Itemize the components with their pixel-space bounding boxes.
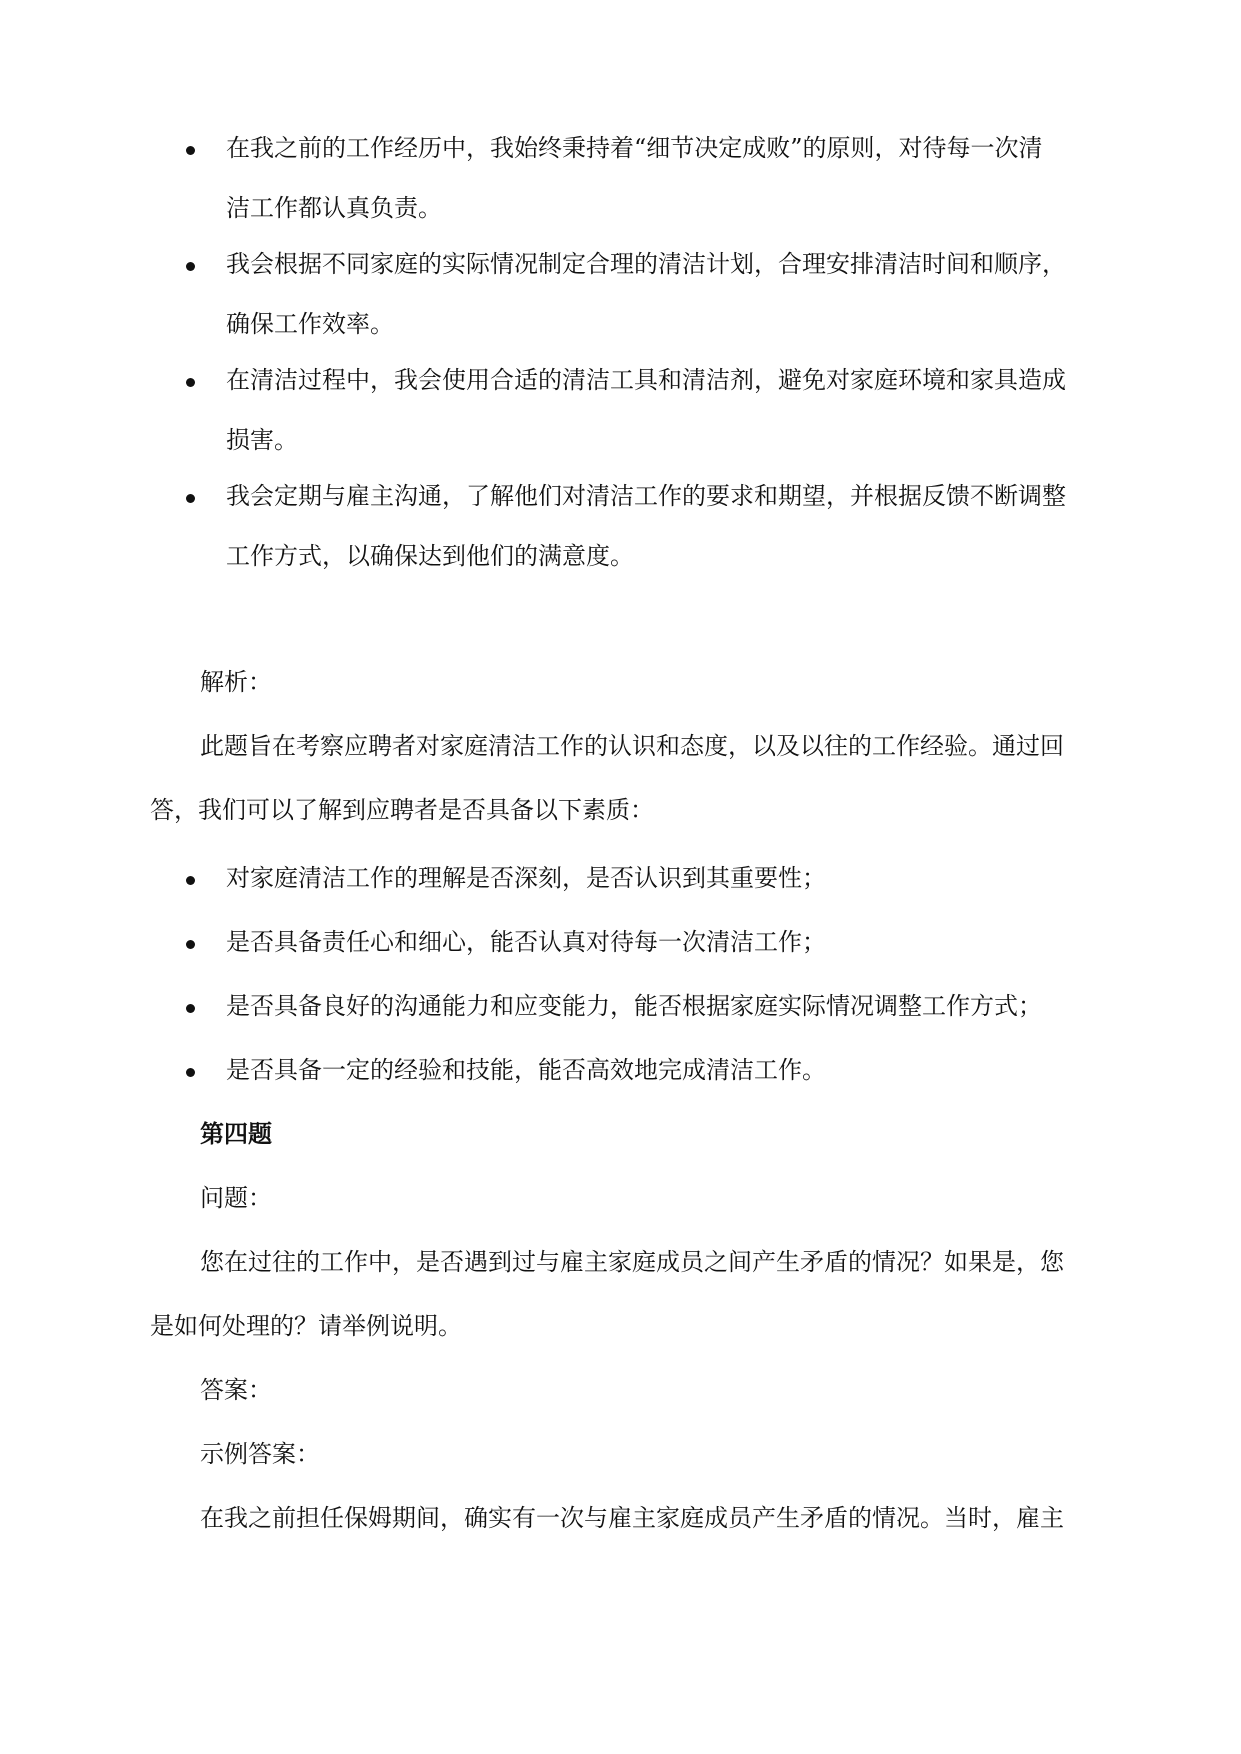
- bullet-icon: [186, 494, 195, 503]
- bullet-icon: [186, 940, 195, 949]
- question-text-line-2: 是如何处理的？请举例说明。: [150, 1312, 462, 1340]
- bullet-line-1: 在我之前的工作经历中，我始终秉持着“细节决定成败”的原则，对待每一次清: [226, 134, 1043, 162]
- question-label: 问题：: [200, 1184, 272, 1212]
- bullet-icon: [186, 1004, 195, 1013]
- bullet-icon: [186, 378, 195, 387]
- sample-answer-label: 示例答案：: [200, 1440, 320, 1468]
- analysis-text-line-1: 此题旨在考察应聘者对家庭清洁工作的认识和态度，以及以往的工作经验。通过回: [200, 732, 1064, 760]
- bullet-icon: [186, 876, 195, 885]
- bullet-line-2: 确保工作效率。: [226, 310, 394, 338]
- bullet-icon: [186, 262, 195, 271]
- section-title: 第四题: [200, 1119, 272, 1148]
- question-text-line-1: 您在过往的工作中，是否遇到过与雇主家庭成员之间产生矛盾的情况？如果是，您: [200, 1248, 1064, 1276]
- bullet-line: 是否具备责任心和细心，能否认真对待每一次清洁工作；: [226, 928, 826, 956]
- analysis-text-line-2: 答，我们可以了解到应聘者是否具备以下素质：: [150, 796, 654, 824]
- bullet-line-2: 工作方式，以确保达到他们的满意度。: [226, 542, 634, 570]
- bullet-icon: [186, 1068, 195, 1077]
- bullet-line: 对家庭清洁工作的理解是否深刻，是否认识到其重要性；: [226, 864, 826, 892]
- bullet-line-2: 损害。: [226, 426, 298, 454]
- bullet-line: 是否具备一定的经验和技能，能否高效地完成清洁工作。: [226, 1056, 826, 1084]
- analysis-label: 解析：: [200, 668, 272, 696]
- bullet-icon: [186, 146, 195, 155]
- sample-answer-text: 在我之前担任保姆期间，确实有一次与雇主家庭成员产生矛盾的情况。当时，雇主: [200, 1504, 1064, 1532]
- answer-label: 答案：: [200, 1376, 272, 1404]
- bullet-line-1: 我会定期与雇主沟通，了解他们对清洁工作的要求和期望，并根据反馈不断调整: [226, 482, 1066, 510]
- bullet-line-1: 在清洁过程中，我会使用合适的清洁工具和清洁剂，避免对家庭环境和家具造成: [226, 366, 1066, 394]
- bullet-line-2: 洁工作都认真负责。: [226, 194, 442, 222]
- bullet-line: 是否具备良好的沟通能力和应变能力，能否根据家庭实际情况调整工作方式；: [226, 992, 1042, 1020]
- bullet-line-1: 我会根据不同家庭的实际情况制定合理的清洁计划，合理安排清洁时间和顺序，: [226, 250, 1066, 278]
